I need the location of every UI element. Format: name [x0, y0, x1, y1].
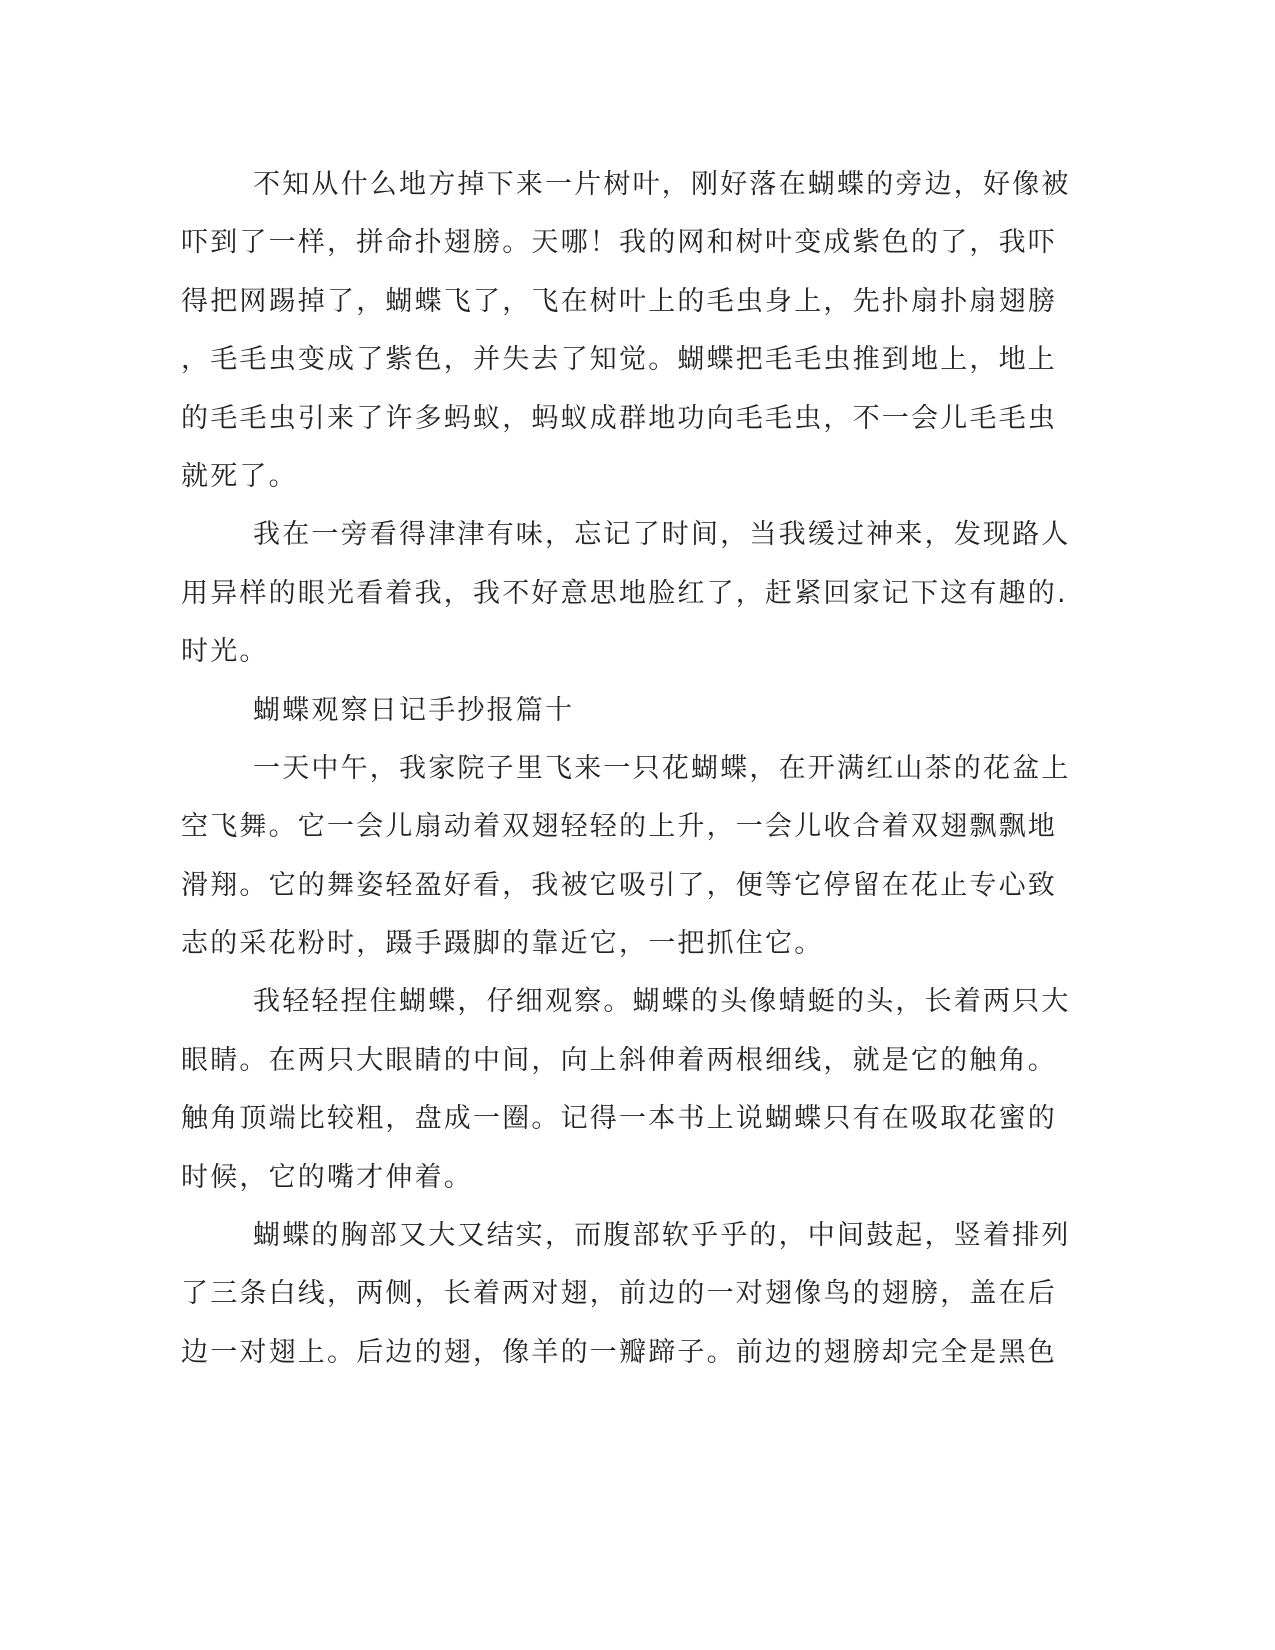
- text-line: 时光。: [181, 636, 269, 668]
- text-line: 吓到了一样，拼命扑翅膀。天哪！我的网和树叶变成紫色的了，我吓: [181, 227, 1057, 259]
- text-line: 时候，它的嘴才伸着。: [181, 1161, 473, 1193]
- text-line: 就死了。: [181, 460, 298, 492]
- text-line: 触角顶端比较粗，盘成一圈。记得一本书上说蝴蝶只有在吸取花蜜的: [181, 1103, 1057, 1135]
- text-line: 志的采花粉时，蹑手蹑脚的靠近它，一把抓住它。: [181, 928, 824, 960]
- text-line: 了三条白线，两侧，长着两对翅，前边的一对翅像鸟的翅膀，盖在后: [181, 1278, 1057, 1310]
- text-line: 眼睛。在两只大眼睛的中间，向上斜伸着两根细线，就是它的触角。: [181, 1044, 1057, 1076]
- text-line: 我在一旁看得津津有味，忘记了时间，当我缓过神来，发现路人: [253, 519, 1071, 551]
- paragraph: [181, 156, 1071, 506]
- text-line: 不知从什么地方掉下来一片树叶，刚好落在蝴蝶的旁边，好像被: [253, 169, 1071, 200]
- text-line: 的毛毛虫引来了许多蚂蚁，蚂蚁成群地功向毛毛虫，不一会儿毛毛虫: [181, 402, 1057, 434]
- text-line: 一天中午，我家院子里飞来一只花蝴蝶，在开满红山茶的花盆上: [253, 752, 1071, 784]
- paragraph: [181, 973, 1071, 1207]
- paragraph: [181, 506, 1071, 681]
- text-line: 边一对翅上。后边的翅，像羊的一瓣蹄子。前边的翅膀却完全是黑色: [181, 1336, 1057, 1368]
- text-line: 我轻轻捏住蝴蝶，仔细观察。蝴蝶的头像蜻蜓的头，长着两只大: [253, 986, 1071, 1018]
- text-line: 得把网踢掉了，蝴蝶飞了，飞在树叶上的毛虫身上，先扑扇扑扇翅膀: [181, 285, 1057, 317]
- section-title: 蝴蝶观察日记手抄报篇十: [253, 694, 575, 726]
- paragraph: [181, 740, 1071, 974]
- text-line: 蝴蝶的胸部又大又结实，而腹部软乎乎的，中间鼓起，竖着排列: [253, 1220, 1071, 1252]
- text-line: 用异样的眼光看着我，我不好意思地脸红了，赶紧回家记下这有趣的.: [181, 577, 1068, 609]
- text-line: 滑翔。它的舞姿轻盈好看，我被它吸引了，便等它停留在花止专心致: [181, 869, 1057, 901]
- section-heading: [181, 682, 1061, 740]
- document-body: [181, 156, 1071, 1382]
- text-line: ，毛毛虫变成了紫色，并失去了知觉。蝴蝶把毛毛虫推到地上，地上: [181, 344, 1057, 376]
- text-line: 空飞舞。它一会儿扇动着双翅轻轻的上升，一会儿收合着双翅飘飘地: [181, 811, 1057, 843]
- paragraph: [181, 1207, 1071, 1382]
